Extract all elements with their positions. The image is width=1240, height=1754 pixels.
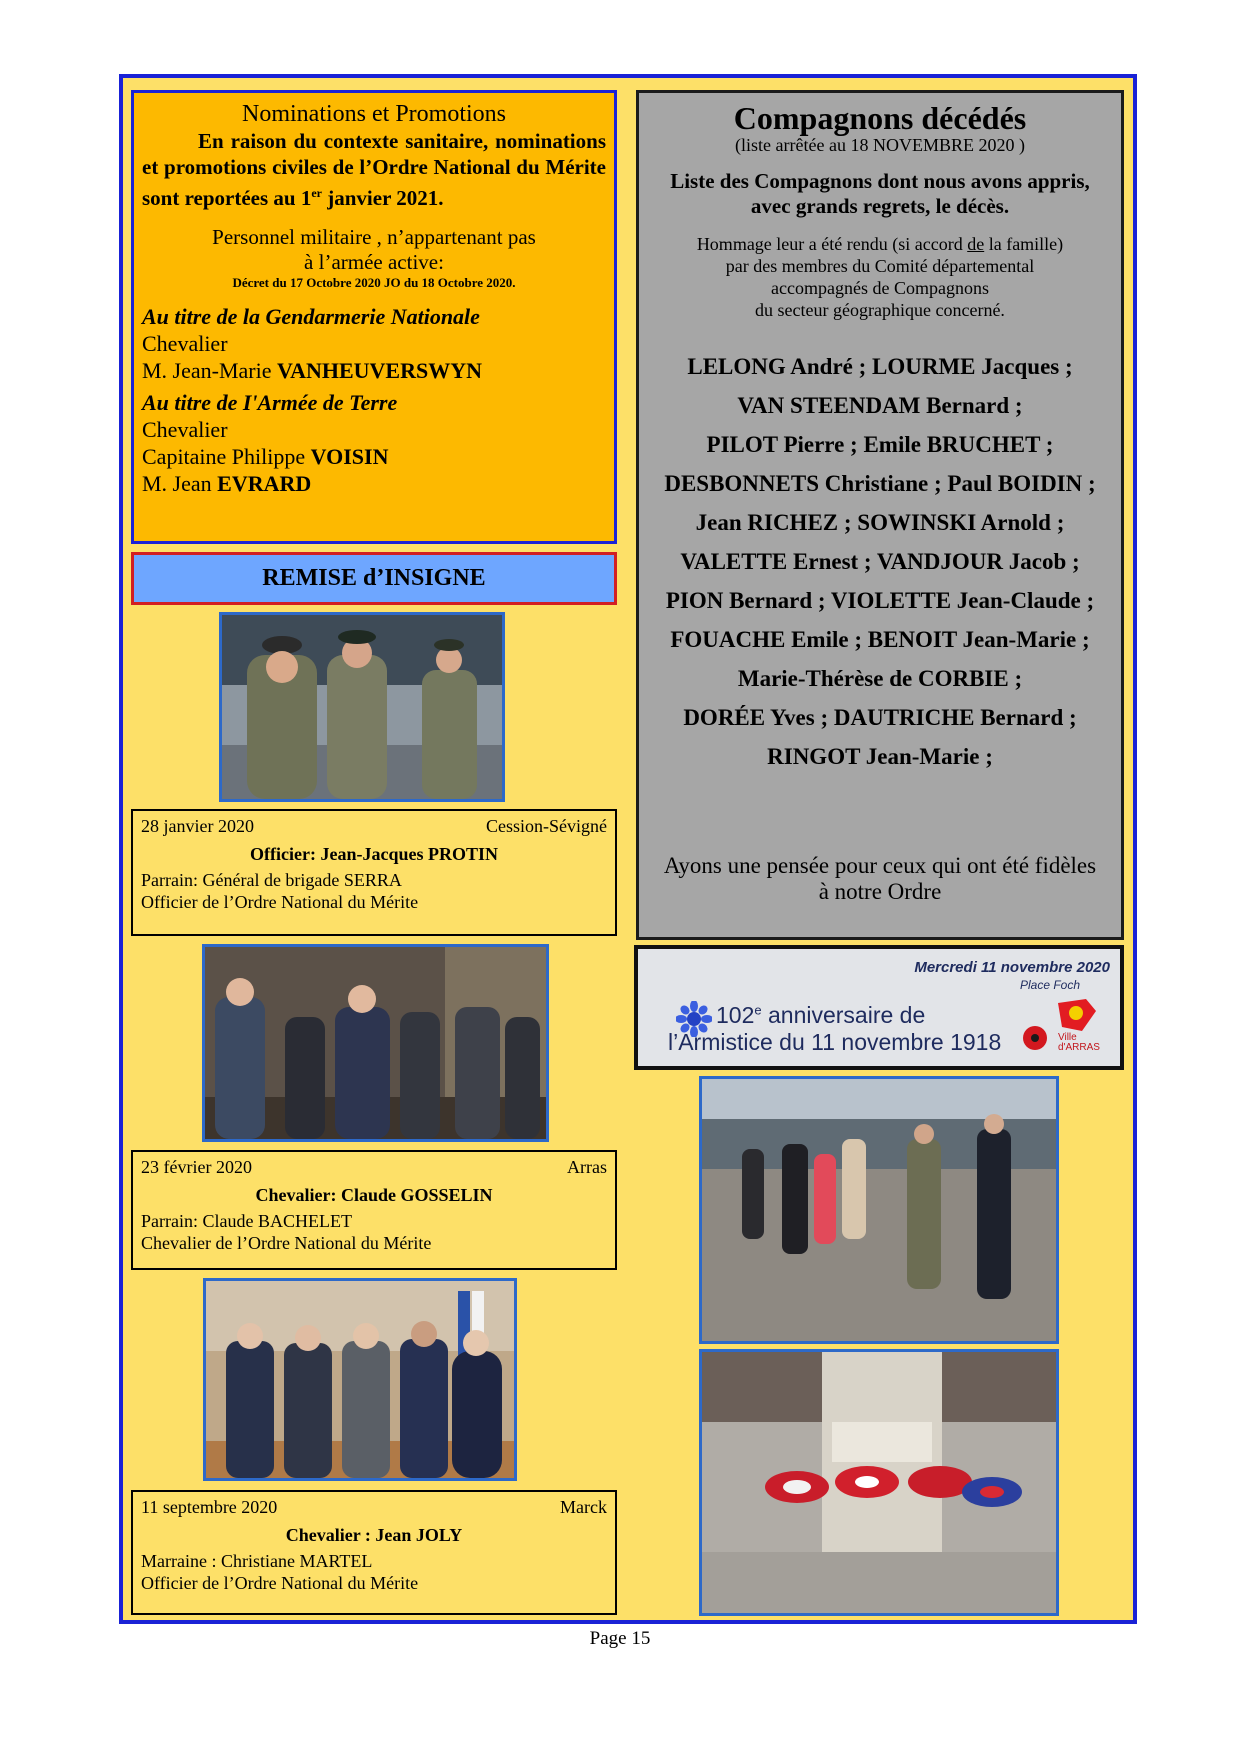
homage-text: Hommage leur a été rendu (si accord de la famille) par des membres du Comité départemental accompagnés de Compagnons du secteur géographique concerné.: [696, 234, 1064, 320]
deceased-subtitle: (liste arrêtée au 18 NOVEMBRE 2020 ): [735, 135, 1025, 155]
deceased-intro: Liste des Compagnons dont nous avons appris, avec grands regrets, le décès.: [670, 169, 1090, 218]
ceremony-caption-3: 11 septembre 2020 Marck Chevalier : Jean JOLY Marraine : Christiane MARTEL Officier de l’Ordre National du Mérite: [131, 1490, 617, 1615]
armistice-photo-2: [699, 1349, 1059, 1616]
banner-date: Mercredi 11 novembre 2020: [914, 959, 1110, 976]
armistice-photo-1: [699, 1076, 1059, 1344]
banner-place: Place Foch: [1019, 978, 1080, 992]
name-line: PION Bernard ; VIOLETTE Jean-Claude ;: [665, 588, 1095, 613]
section-gendarmerie: Au titre de la Gendarmerie Nationale Chevalier M. Jean-Marie VANHEUVERSWYN: [142, 304, 482, 383]
nominations-box: [131, 90, 617, 544]
page-number: Page 15: [589, 1628, 651, 1649]
military-line-2: à l’armée active:: [304, 250, 444, 274]
military-line-1: Personnel militaire , n’appartenant pas: [212, 225, 536, 249]
name-line: FOUACHE Emile ; BENOIT Jean-Marie ;: [670, 627, 1090, 652]
name-line: Jean RICHEZ ; SOWINSKI Arnold ;: [695, 510, 1065, 535]
ceremony-photo-1: [219, 612, 505, 802]
deceased-title: Compagnons décédés: [733, 100, 1027, 136]
deceased-box: [636, 90, 1124, 940]
closing-text: Ayons une pensée pour ceux qui ont été fidèles à notre Ordre: [663, 853, 1097, 904]
name-line: VAN STEENDAM Bernard ;: [737, 393, 1023, 418]
name-line: DESBONNETS Christiane ; Paul BOIDIN ;: [664, 471, 1096, 496]
banner-line-2: l’Armistice du 11 novembre 1918: [668, 1029, 1002, 1055]
deceased-names: [639, 347, 1121, 776]
nominations-title: Nominations et Promotions: [242, 101, 506, 127]
arras-logo-text: Ville d'ARRAS: [1058, 1032, 1100, 1053]
name-line: DORÉE Yves ; DAUTRICHE Bernard ;: [683, 705, 1077, 730]
poppy-icon: [1022, 1025, 1048, 1051]
name-line: Marie-Thérèse de CORBIE ;: [737, 666, 1023, 691]
name-line: LELONG André ; LOURME Jacques ;: [687, 354, 1073, 379]
remise-insigne-heading: REMISE d’INSIGNE: [131, 552, 617, 605]
name-line: VALETTE Ernest ; VANDJOUR Jacob ;: [680, 549, 1080, 574]
name-line: PILOT Pierre ; Emile BRUCHET ;: [706, 432, 1054, 457]
ceremony-photo-2: [202, 944, 549, 1142]
armistice-banner: [634, 945, 1124, 1070]
name-line: RINGOT Jean-Marie ;: [767, 744, 993, 769]
banner-line-1: 102e anniversaire de: [716, 1002, 926, 1028]
arras-logo-icon: [1056, 997, 1098, 1033]
ceremony-caption-2: 23 février 2020 Arras Chevalier: Claude GOSSELIN Parrain: Claude BACHELET Chevalier de l’Ordre National du Mérite: [131, 1150, 617, 1270]
nominations-intro: En raison du contexte sanitaire, nominations et promotions civiles de l’Ordre National du Mérite sont reportées au 1er janvier 2021.: [142, 129, 606, 210]
section-armee-de-terre: Au titre de I'Armée de Terre Chevalier Capitaine Philippe VOISIN M. Jean EVRARD: [142, 390, 398, 496]
decree-text: Décret du 17 Octobre 2020 JO du 18 Octobre 2020.: [232, 275, 516, 290]
ceremony-caption-1: 28 janvier 2020 Cession-Sévigné Officier: Jean-Jacques PROTIN Parrain: Général de brigade SERRA Officier de l’Ordre National du Mérite: [131, 809, 617, 936]
ceremony-photo-3: [203, 1278, 517, 1481]
